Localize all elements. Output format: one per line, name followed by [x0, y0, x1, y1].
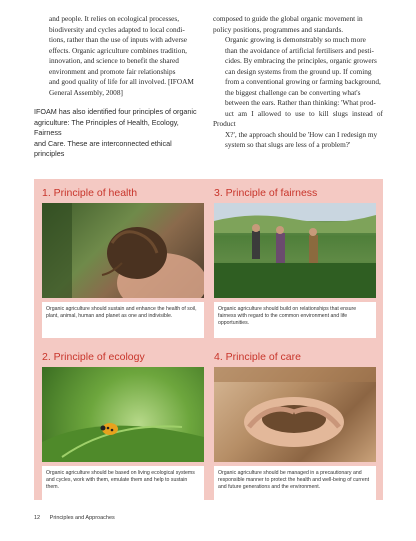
principle-title: 1. Principle of health [42, 187, 138, 199]
quote-line: tions, rather than the use of inputs with adverse [49, 35, 187, 44]
principle-fairness [214, 185, 376, 338]
principle-ecology [42, 349, 204, 502]
left-text-column [34, 14, 204, 160]
quote-line: innovation, and science to benefit the shared [49, 56, 179, 65]
principles-intro-paragraph [34, 107, 204, 160]
page-number: 12 [34, 515, 41, 521]
paragraph-line: composed to guide the global organic movement in [213, 14, 363, 23]
principles-purpose-paragraph [213, 14, 383, 35]
principle-title: 2. Principle of ecology [42, 351, 145, 363]
quote-line: environment and promote fair relationships [49, 66, 176, 76]
paragraph-line: between the ears. Rather than thinking: 'What prod- [225, 98, 376, 107]
principle-caption: Organic agriculture should sustain and enhance the health of soil, plant, animal, human and planet as one and indivisible. [42, 302, 204, 338]
paragraph-line: system so that slugs are less of a problem?' [225, 140, 351, 149]
farmers-in-field-photo [214, 203, 376, 298]
quote-line: and people. It relies on ecological processes, [49, 14, 180, 23]
paragraph-line: than the avoidance of artificial fertilisers and pesti- [225, 45, 374, 55]
paragraph-line: and Care. These are interconnected ethical principles [34, 138, 172, 158]
paragraph-line: from a conventional growing or farming background, [225, 77, 381, 86]
paragraph-line: X?', the approach should be 'How can I redesign my [225, 129, 378, 139]
four-principles-box [34, 179, 383, 500]
paragraph-line: policy positions, programmes and standards. [213, 24, 344, 34]
paragraph-line: the biggest challenge can be converting what's [225, 87, 361, 97]
principle-care [214, 349, 376, 502]
paragraph-line: agriculture: The Principles of Health, Ecology, Fairness [34, 117, 179, 137]
principle-health [42, 185, 204, 338]
principle-title: 3. Principle of fairness [214, 187, 318, 199]
page-footer [34, 515, 123, 521]
principle-caption: Organic agriculture should be managed in a precautionary and responsible manner to protect the health and well-being of current and future generations and the environment. [214, 466, 376, 502]
ifoam-definition-quote [34, 14, 204, 98]
quote-line: and good quality of life for all involved. [IFOAM [49, 77, 194, 86]
soil-in-hand-photo [42, 203, 204, 298]
paragraph-line: uct am I allowed to use to kill slugs instead of Product [213, 108, 383, 128]
paragraph-line: IFOAM has also identified four principles of organic [34, 107, 197, 116]
principle-title: 4. Principle of care [214, 351, 301, 363]
right-text-column [213, 14, 383, 151]
paragraph-line: can design systems from the ground up. If coming [225, 66, 372, 76]
paragraph-line: cides. By embracing the principles, organic growers [225, 56, 377, 65]
principle-caption: Organic agriculture should be based on living ecological systems and cycles, work with them, emulate them and help to sustain them. [42, 466, 204, 502]
quote-line: effects. Organic agriculture combines tradition, [49, 45, 187, 55]
quote-line: biodiversity and cycles adapted to local condi- [49, 24, 185, 34]
principle-caption: Organic agriculture should build on relationships that ensure fairness with regard to the common environment and life opportunities. [214, 302, 376, 338]
paragraph-line: Organic growing is demonstrably so much more [225, 35, 366, 44]
organic-growing-paragraph [213, 35, 383, 151]
ladybird-on-leaf-photo [42, 367, 204, 462]
hands-with-soil-photo [214, 367, 376, 462]
section-name: Principles and Approaches [49, 515, 115, 521]
quote-line: General Assembly, 2008] [49, 87, 123, 97]
